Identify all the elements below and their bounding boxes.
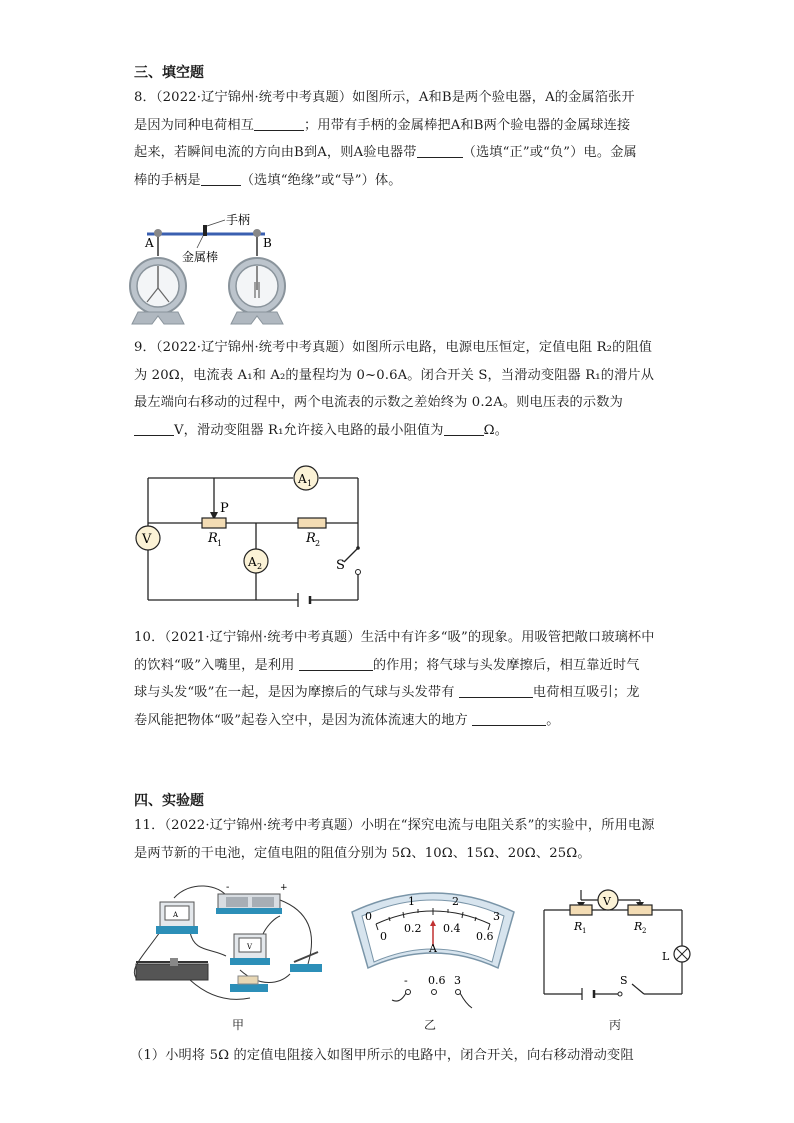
- q10-text: [134, 624, 664, 734]
- q11-sub1: （1）小明将 5Ω 的定值电阻接入如图甲所示的电路中，闭合开关，向右移动滑动变阻: [130, 1048, 634, 1063]
- bing-resistor-r2: [628, 905, 652, 915]
- svg-text:-: -: [404, 974, 408, 987]
- svg-text:A: A: [298, 472, 307, 486]
- slider-p-label: P: [220, 501, 229, 516]
- switch-label: S: [336, 558, 345, 573]
- q8-line2: 是因为同种电荷相互 ；用带有手柄的金属棒把A和B两个验电器的金属球连接: [134, 117, 631, 133]
- q10-blank3[interactable]: [472, 711, 546, 726]
- svg-text:0.6: 0.6: [428, 974, 446, 987]
- caption-yi: 乙: [424, 1018, 437, 1032]
- resistor-r1: [202, 518, 226, 528]
- q8-line4: 棒的手柄是 （选填“绝缘”或“导”）体。: [134, 172, 402, 188]
- svg-text:A: A: [248, 555, 257, 569]
- svg-text:V: V: [603, 895, 611, 908]
- handle-label: 手柄: [226, 213, 251, 227]
- q9-blank2[interactable]: [444, 421, 484, 436]
- q11-line1: 11．（2022·辽宁锦州·统考中考真题）小明在“探究电流与电阻关系”的实验中，所用电源: [134, 818, 655, 833]
- r2-label: R: [306, 531, 316, 546]
- section-three-title: 三、填空题: [134, 65, 204, 81]
- caption-bing: 丙: [609, 1018, 622, 1032]
- svg-text:2: 2: [257, 562, 263, 571]
- svg-text:1: 1: [408, 895, 415, 908]
- svg-text:0: 0: [380, 930, 387, 943]
- label-a: A: [145, 236, 154, 250]
- q8-line3: 起来，若瞬间电流的方向由B到A，则A验电器带 （选填“正”或“负”）电。金属: [134, 145, 637, 160]
- rod-handle: [203, 225, 207, 236]
- q10-blank1[interactable]: [299, 656, 373, 671]
- svg-text:0.6: 0.6: [476, 930, 494, 943]
- svg-text:2: 2: [315, 539, 321, 548]
- q8-line1: 8．（2022·辽宁锦州·统考中考真题）如图所示，A和B是两个验电器，A的金属箔张开: [134, 90, 635, 105]
- q8-text: [134, 84, 664, 194]
- q9-text: [134, 334, 664, 444]
- q9-line1: 9．（2022·辽宁锦州·统考中考真题）如图所示电路，电源电压恒定，定值电阻 R₂的阻值: [134, 340, 653, 355]
- q10-line1: 10．（2021·辽宁锦州·统考中考真题）生活中有许多“吸”的现象。用吸管把敞口玻璃杯中: [134, 630, 655, 645]
- bing-resistor-r1: [570, 905, 592, 915]
- svg-text:R: R: [574, 920, 583, 933]
- electroscope-figure: [125, 208, 295, 326]
- electroscope-b: [229, 229, 285, 324]
- q8-blank3[interactable]: [201, 171, 241, 186]
- svg-text:0.2: 0.2: [404, 922, 422, 935]
- svg-text:S: S: [620, 974, 628, 987]
- q9-line3: 最左端向右移动的过程中，两个电流表的示数之差始终为 0.2A。则电压表的示数为: [134, 395, 623, 410]
- q10-line2: 的饮料“吸”入嘴里，是利用 的作用；将气球与头发摩擦后，相互靠近时气: [134, 657, 640, 673]
- resistor-r2: [298, 518, 326, 528]
- svg-text:L: L: [662, 950, 670, 963]
- svg-text:1: 1: [582, 927, 587, 935]
- q10-line3: 球与头发“吸”在一起，是因为摩擦后的气球与头发带有 电荷相互吸引；龙: [134, 685, 640, 700]
- figure-jia-apparatus: [130, 880, 330, 1010]
- q9-blank1[interactable]: [134, 421, 174, 436]
- q9-circuit-diagram: [130, 462, 370, 612]
- svg-text:2: 2: [452, 895, 459, 908]
- svg-text:1: 1: [307, 479, 313, 488]
- svg-text:2: 2: [642, 927, 647, 935]
- figure-yi-ammeter-dial: [348, 880, 518, 1010]
- svg-text:A: A: [173, 911, 179, 919]
- svg-text:3: 3: [454, 974, 461, 987]
- figure-bing-circuit: [536, 880, 696, 1005]
- q10-blank2[interactable]: [459, 683, 533, 698]
- svg-text:V: V: [142, 532, 152, 547]
- svg-text:R: R: [634, 920, 643, 933]
- svg-text:-: -: [226, 882, 230, 893]
- svg-text:+: +: [280, 883, 288, 893]
- q8-blank1[interactable]: [254, 116, 304, 131]
- section-four-title: 四、实验题: [134, 793, 204, 809]
- svg-text:0.4: 0.4: [443, 922, 461, 935]
- q11-text: [134, 812, 664, 867]
- q10-line4: 卷风能把物体“吸”起卷入空中，是因为流体流速大的地方 。: [134, 712, 560, 728]
- q11-line2: 是两节新的干电池，定值电阻的阻值分别为 5Ω、10Ω、15Ω、20Ω、25Ω。: [134, 845, 591, 861]
- svg-text:1: 1: [217, 539, 223, 548]
- label-b: B: [263, 236, 272, 250]
- rod-label: 金属棒: [182, 250, 219, 264]
- r1-label: R: [208, 531, 218, 546]
- electroscope-a: [130, 229, 186, 324]
- q9-line4: V，滑动变阻器 R₁允许接入电路的最小阻值为 Ω。: [134, 417, 664, 445]
- q8-blank2[interactable]: [417, 143, 463, 158]
- svg-text:3: 3: [493, 910, 500, 923]
- svg-text:V: V: [247, 943, 253, 951]
- caption-jia: 甲: [232, 1018, 245, 1032]
- svg-text:0: 0: [365, 910, 372, 923]
- q9-line2: 为 20Ω，电流表 A₁和 A₂的量程均为 0~0.6A。闭合开关 S，当滑动变阻器 R₁的滑片从: [134, 367, 655, 383]
- dial-unit: A: [429, 942, 437, 955]
